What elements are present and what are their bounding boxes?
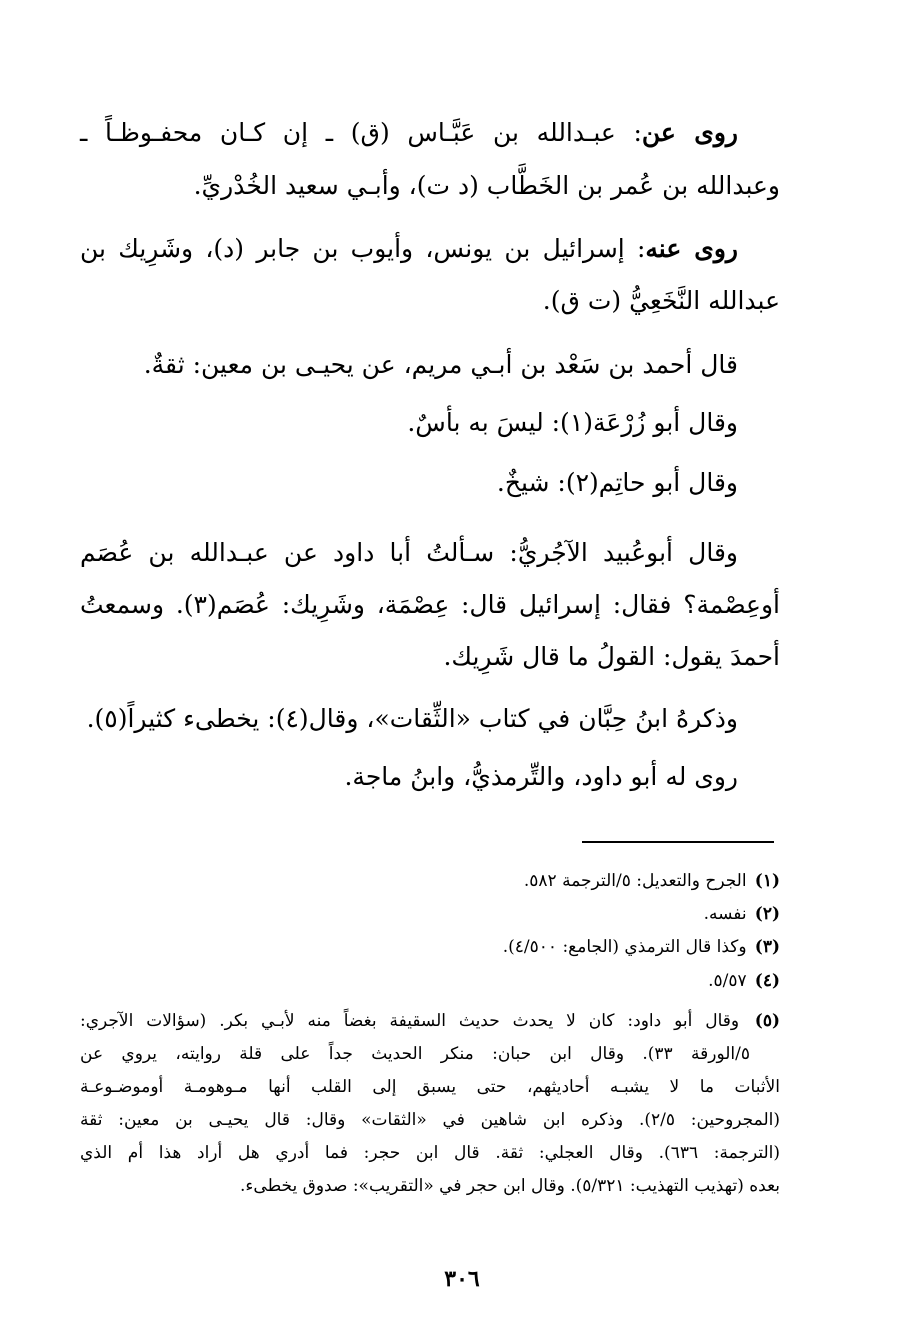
text-line: قال أحمد بن سَعْد بن أبـي مريم، عن يحيـى بن معين: ثقةٌ.	[143, 350, 738, 379]
footnote-continuation: (المجروحين: ٢/٥). وذكره ابن شاهين في «الثقات» وقال: قال يحيـى بن معين: ثقة	[80, 1110, 780, 1130]
page-number: ٣٠٦	[444, 1266, 480, 1292]
text-line: وقال أبو حاتِم(٢): شيخٌ.	[496, 468, 738, 497]
footnote	[80, 1008, 780, 1034]
footnote-continuation: الأثبات ما لا يشبـه أحاديثهم، حتى يسبق إلى القلب أنها مـوهومـة أوموضـوعـة	[80, 1077, 780, 1097]
text-line: وقال أبو زُرْعَة(١): ليسَ به بأسٌ.	[407, 408, 738, 437]
footnote	[80, 901, 780, 927]
text-line: وذكرهُ ابنُ حِبَّان في كتاب «الثِّقات»، وقال(٤): يخطىء كثيراً(٥).	[86, 704, 738, 733]
text-line: أوعِصْمة؟ فقال: إسرائيل قال: عِصْمَة، وشَرِيك: عُصَم(٣). وسمعتُ	[80, 590, 780, 619]
text-line	[80, 116, 780, 150]
text-line: عبدالله النَّخَعِيُّ (ت ق).	[542, 286, 780, 315]
footnote	[80, 968, 780, 994]
text-line: أحمدَ يقول: القولُ ما قال شَرِيك.	[443, 642, 780, 671]
footnote-number: (٣)	[754, 937, 780, 957]
footnote	[80, 868, 780, 894]
footnote-text: وكذا قال الترمذي (الجامع: ٤/٥٠٠).	[502, 937, 747, 957]
text-line: روى له أبو داود، والتِّرمذيُّ، وابنُ ماجة.	[344, 762, 738, 791]
footnote-separator	[582, 841, 774, 843]
text-line: وقال أبوعُبيد الآجُريُّ: سـألتُ أبا داود عن عبـدالله بن عُصَم	[80, 538, 738, 567]
footnote-continuation: (الترجمة: ٦٣٦). وقال العجلي: ثقة. قال ابن حجر: فما أدري هل أراد هذا أم الذي	[80, 1143, 780, 1163]
footnote-number: (١)	[754, 871, 780, 891]
footnote-number: (٤)	[754, 971, 780, 991]
footnote-text: نفسه.	[703, 904, 747, 924]
footnote-continuation: ٥/الورقة ٣٣). وقال ابن حبان: منكر الحديث جداً على قلة روايته، يروي عن	[80, 1044, 750, 1064]
line-text: : إسرائيل بن يونس، وأيوب بن جابر (د)، وشَرِيك بن	[80, 234, 646, 263]
text-line: وعبدالله بن عُمر بن الخَطَّاب (د ت)، وأبـي سعيد الخُدْريِّ.	[193, 171, 780, 200]
footnote-number: (٢)	[754, 904, 780, 924]
footnote	[80, 934, 780, 960]
text-line	[80, 232, 780, 266]
footnote-continuation: بعده (تهذيب التهذيب: ٥/٣٢١). وقال ابن حجر في «التقريب»: صدوق يخطىء.	[240, 1176, 780, 1196]
footnote-number: (٥)	[754, 1011, 781, 1031]
section-label: روى عنه	[645, 234, 739, 263]
footnote-text: الجرح والتعديل: ٥/الترجمة ٥٨٢.	[523, 871, 747, 891]
section-label: روى عن	[641, 118, 738, 147]
footnote-text: وقال أبو داود: كان لا يحدث حديث السقيفة بغضاً منه لأبـي بكر. (سؤالات الآجري:	[80, 1011, 740, 1031]
footnote-text: ٥/٥٧.	[708, 971, 747, 991]
line-text: : عبـدالله بن عَبَّـاس (ق) ـ إن كـان محفـوظـاً ـ	[80, 118, 642, 147]
